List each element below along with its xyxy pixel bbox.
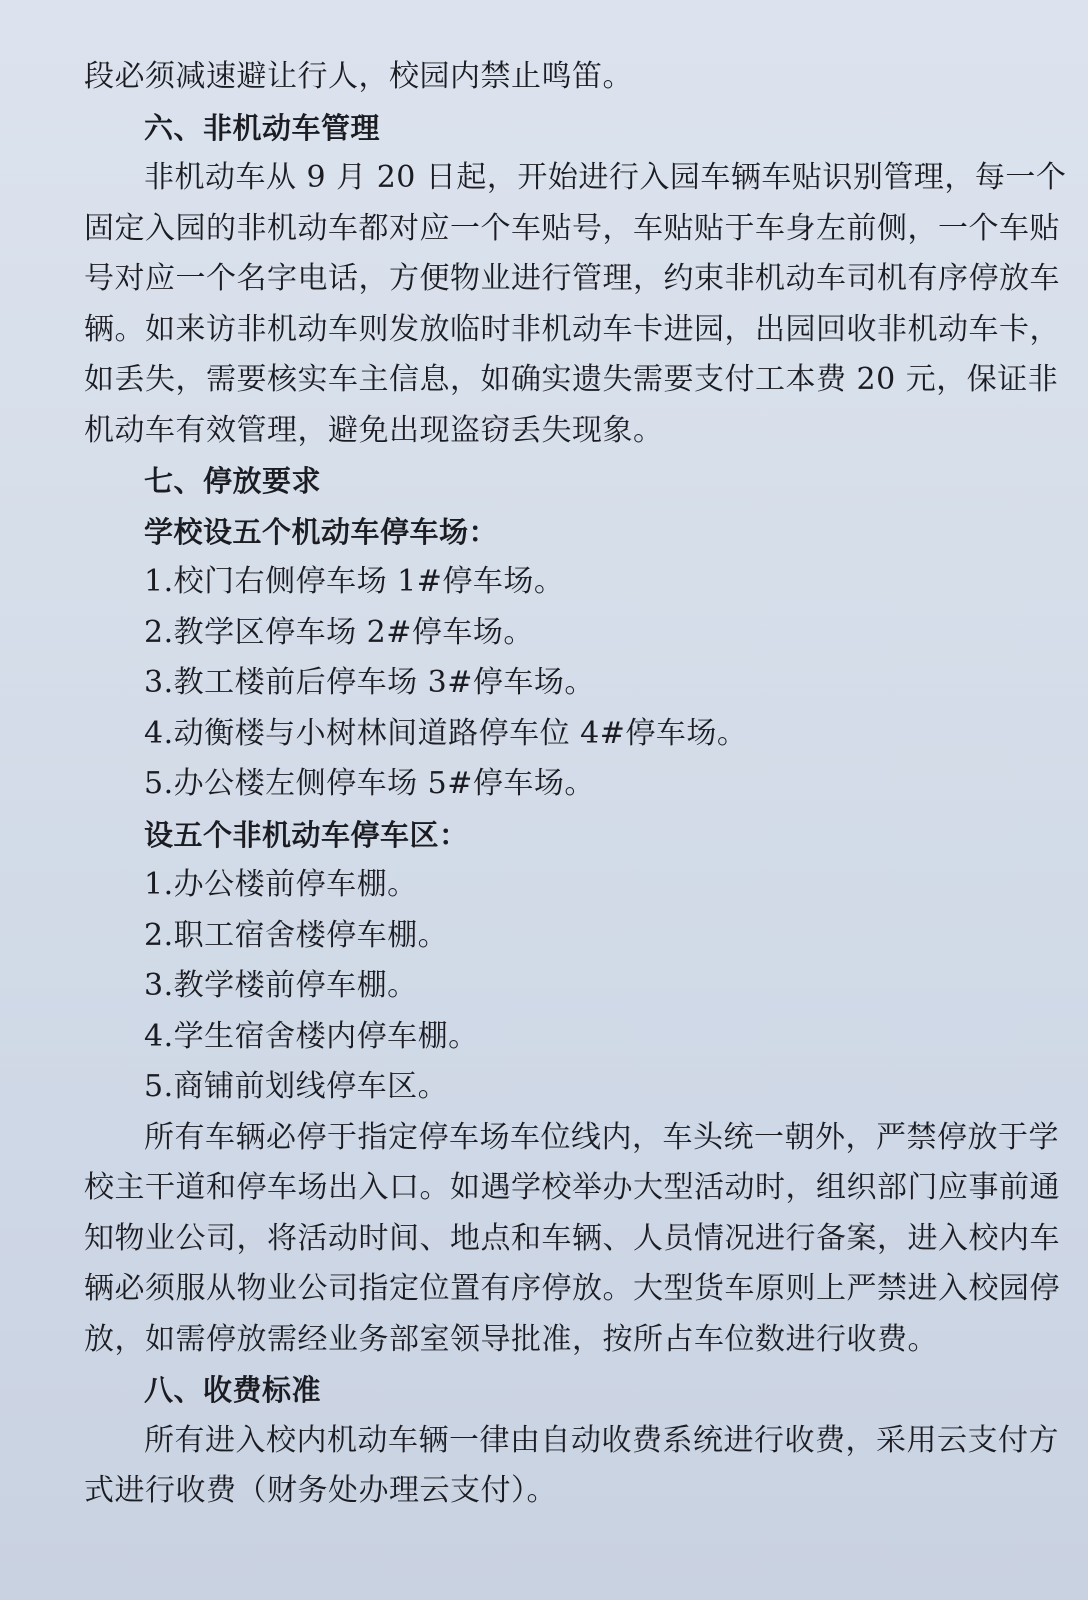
list-item: 4.学生宿舍楼内停车棚。 xyxy=(144,1018,479,1054)
paragraph-line: 所有车辆必停于指定停车场车位线内，车头统一朝外，严禁停放于学 xyxy=(144,1119,1059,1155)
document-page xyxy=(84,52,1067,1517)
list-item: 3.教工楼前后停车场 3#停车场。 xyxy=(144,665,595,700)
paragraph-line: 辆必须服从物业公司指定位置有序停放。大型货车原则上严禁进入校园停 xyxy=(84,1271,1060,1306)
list-item: 5.商铺前划线停车区。 xyxy=(144,1069,449,1104)
paragraph-line: 校主干道和停车场出入口。如遇学校举办大型活动时，组织部门应事前通 xyxy=(84,1170,1060,1205)
list-item: 2.职工宿舍楼停车棚。 xyxy=(144,917,449,953)
list-item: 1.校门右侧停车场 1#停车场。 xyxy=(144,564,565,599)
paragraph-line: 辆。如来访非机动车则发放临时非机动车卡进园，出园回收非机动车卡， xyxy=(84,311,1060,347)
paragraph-line: 所有进入校内机动车辆一律由自动收费系统进行收费，采用云支付方 xyxy=(144,1422,1059,1458)
section-heading: 六、非机动车管理 xyxy=(144,110,381,145)
paragraph-line: 段必须减速避让行人，校园内禁止鸣笛。 xyxy=(84,59,633,94)
section-heading: 设五个非机动车停车区： xyxy=(144,817,469,852)
paragraph-line: 式进行收费（财务处办理云支付）。 xyxy=(84,1473,557,1508)
list-item: 1.办公楼前停车棚。 xyxy=(144,867,418,902)
paragraph-line: 固定入园的非机动车都对应一个车贴号，车贴贴于车身左前侧，一个车贴 xyxy=(84,210,1060,246)
section-heading: 七、停放要求 xyxy=(144,464,322,498)
list-item: 3.教学楼前停车棚。 xyxy=(144,968,418,1003)
paragraph-line: 号对应一个名字电话，方便物业进行管理，约束非机动车司机有序停放车 xyxy=(84,261,1060,296)
section-heading: 八、收费标准 xyxy=(144,1373,322,1407)
paragraph-line: 非机动车从 9 月 20 日起，开始进行入园车辆车贴识别管理，每一个 xyxy=(144,160,1067,195)
list-item: 4.动衡楼与小树林间道路停车位 4#停车场。 xyxy=(144,715,748,751)
paragraph-line: 如丢失，需要核实车主信息，如确实遗失需要支付工本费 20 元，保证非 xyxy=(84,362,1059,397)
paragraph-line: 知物业公司，将活动时间、地点和车辆、人员情况进行备案，进入校内车 xyxy=(84,1220,1060,1256)
paragraph-line: 放，如需停放需经业务部室领导批准，按所占车位数进行收费。 xyxy=(84,1321,938,1357)
section-heading: 学校设五个机动车停车场： xyxy=(144,514,499,549)
list-item: 2.教学区停车场 2#停车场。 xyxy=(144,614,534,650)
paragraph-line: 机动车有效管理，避免出现盗窃丢失现象。 xyxy=(84,412,664,448)
list-item: 5.办公楼左侧停车场 5#停车场。 xyxy=(144,766,595,801)
